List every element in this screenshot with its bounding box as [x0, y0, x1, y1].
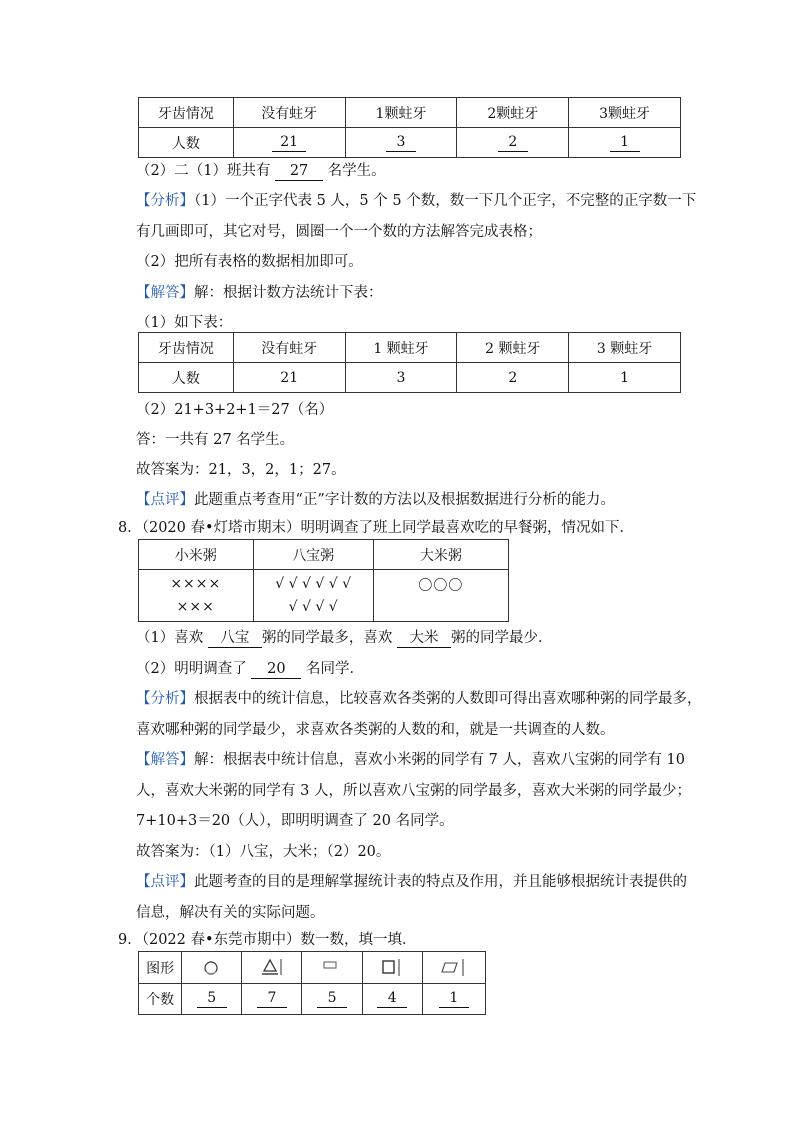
- circle-icon: [182, 952, 242, 984]
- q8-analysis: [136, 687, 702, 708]
- table1-header: 没有蛀牙: [233, 98, 345, 128]
- shape-count-answer: 1: [439, 990, 469, 1008]
- table1-answer: 1: [610, 134, 640, 152]
- q7-analysis-line: 有几画即可，其它对号，圆圈一个一个数的方法解答完成表格；: [136, 224, 542, 240]
- q7-reply: 答：一共有 27 名学生。: [136, 432, 295, 448]
- table2-value: 3: [345, 363, 457, 393]
- q9-stem-text: 数一数，填一填．: [300, 932, 417, 948]
- q7-comment: [136, 488, 615, 509]
- parallelogram-icon: [422, 952, 485, 984]
- q8-p2-text: 名同学．: [305, 661, 364, 677]
- table1-header: 3颗蛀牙: [569, 98, 681, 128]
- q8-answer-line: 7+10+3＝20（人），即明明调查了 20 名同学。: [136, 813, 454, 829]
- q8-p1-text: 粥的同学最少．: [450, 630, 553, 646]
- triangle-icon: [242, 952, 302, 984]
- q8-p1-answer: 八宝: [208, 630, 262, 648]
- q8-stem-text: 明明调查了班上同学最喜欢吃的早餐粥，情况如下．: [300, 520, 635, 536]
- dami-marks: [373, 570, 508, 622]
- shape-count-answer: 7: [257, 990, 287, 1008]
- table1-header: 牙齿情况: [139, 98, 234, 128]
- shapes-row-label: 个数: [139, 984, 182, 1015]
- table1-answer: 2: [498, 134, 528, 152]
- table2-value: 21: [233, 363, 345, 393]
- q8-answer-line: 解：根据表中统计信息，喜欢小米粥的同学有 7 人，喜欢八宝粥的同学有 10: [194, 752, 686, 768]
- porridge-table: [138, 539, 509, 622]
- table2-value: 2: [457, 363, 569, 393]
- q9-number: 9．: [118, 932, 142, 948]
- q8-number: 8．: [118, 520, 142, 536]
- xiaomi-marks: [139, 570, 254, 622]
- table2-row-label: 人数: [139, 363, 234, 393]
- teeth-table-answers: [138, 97, 681, 158]
- q8-stem: [118, 516, 634, 537]
- q8-analysis-line: 根据表中的统计信息，比较喜欢各类粥的人数即可得出喜欢哪种粥的同学最多，: [194, 691, 702, 707]
- q8-part1: [136, 626, 552, 648]
- comment-tag: 【点评】: [136, 492, 194, 508]
- analysis-tag: 【分析】: [136, 691, 194, 707]
- shapes-row-label: 图形: [139, 952, 182, 984]
- q7-analysis: [136, 189, 696, 210]
- porridge-header: 八宝粥: [253, 540, 373, 570]
- square-icon: [362, 952, 422, 984]
- q7-final: 故答案为：21，3，2，1；27。: [136, 462, 346, 478]
- table1-row-label: 人数: [139, 128, 234, 158]
- table2-header: 没有蛀牙: [233, 333, 345, 363]
- q8-part2: [136, 657, 364, 679]
- table2-header: 2 颗蛀牙: [457, 333, 569, 363]
- q8-p1-answer: 大米: [397, 630, 451, 648]
- q8-comment-line: 信息，解决有关的实际问题。: [136, 905, 325, 921]
- q7-answer: [136, 281, 383, 302]
- answer-tag: 【解答】: [136, 752, 194, 768]
- q8-comment-line: 此题考查的目的是理解掌握统计表的特点及作用，并且能够根据统计表提供的: [194, 874, 687, 890]
- q7-calc: （2）21+3+2+1＝27（名）: [136, 402, 334, 418]
- table1-header: 1颗蛀牙: [345, 98, 457, 128]
- q9-stem: [118, 928, 417, 949]
- q8-answer-line: 人，喜欢大米粥的同学有 3 人，所以喜欢八宝粥的同学最多，喜欢大米粥的同学最少；: [136, 783, 691, 799]
- q7-answer-intro: 解：根据计数方法统计下表：: [194, 285, 383, 301]
- shape-count-answer: 5: [317, 990, 347, 1008]
- table1-answer: 21: [272, 134, 306, 152]
- porridge-header: 小米粥: [139, 540, 254, 570]
- q7-part2-answer: 27: [275, 163, 323, 181]
- q7-analysis-line: （1）一个正字代表 5 人，5 个 5 个数，数一下几个正字，不完整的正字数一下: [194, 193, 697, 209]
- tally-row: √ √ √ √: [288, 598, 338, 615]
- tally-row: ×××: [176, 598, 215, 615]
- q7-part2: [136, 159, 386, 181]
- q7-analysis-line: （2）把所有表格的数据相加即可。: [136, 254, 363, 270]
- q8-final: 故答案为：（1）八宝，大米；（2）20。: [136, 844, 391, 860]
- tally-row: 〇〇〇: [418, 578, 464, 594]
- teeth-table-filled: [138, 332, 681, 393]
- q8-p1-text: （1）喜欢: [136, 630, 204, 646]
- answer-tag: 【解答】: [136, 285, 194, 301]
- q8-analysis-line: 喜欢哪种粥的同学最少，求喜欢各类粥的人数的和，就是一共调查的人数。: [136, 722, 615, 738]
- analysis-tag: 【分析】: [136, 193, 194, 209]
- table2-header: 1 颗蛀牙: [345, 333, 457, 363]
- table2-header: 3 颗蛀牙: [569, 333, 681, 363]
- comment-tag: 【点评】: [136, 874, 194, 890]
- tally-row: ××××: [170, 575, 222, 592]
- table1-answer: 3: [386, 134, 416, 152]
- q7-answer-part1: （1）如下表：: [136, 315, 233, 331]
- q8-answer: [136, 748, 685, 769]
- q8-p2-answer: 20: [251, 661, 301, 679]
- q8-p2-text: （2）明明调查了: [136, 661, 247, 677]
- shapes-table: [138, 951, 486, 1015]
- table1-header: 2颗蛀牙: [457, 98, 569, 128]
- q8-source: （2020 春•灯塔市期末）: [141, 520, 301, 536]
- q9-source: （2022 春•东莞市期中）: [141, 932, 301, 948]
- rectangle-icon: [302, 952, 362, 984]
- shape-count-answer: 5: [197, 990, 227, 1008]
- q7-comment-text: 此题重点考查用“正”字计数的方法以及根据数据进行分析的能力。: [194, 492, 615, 508]
- q7-part2-suffix: 名学生。: [327, 163, 386, 179]
- q8-comment: [136, 870, 687, 891]
- shape-count-answer: 4: [377, 990, 407, 1008]
- porridge-header: 大米粥: [373, 540, 508, 570]
- tally-row: √ √ √ √ √ √: [275, 575, 352, 592]
- table2-value: 1: [569, 363, 681, 393]
- table2-header: 牙齿情况: [139, 333, 234, 363]
- q7-part2-prefix: （2）二（1）班共有: [136, 163, 271, 179]
- babao-marks: [253, 570, 373, 622]
- q8-p1-text: 粥的同学最多，喜欢: [261, 630, 393, 646]
